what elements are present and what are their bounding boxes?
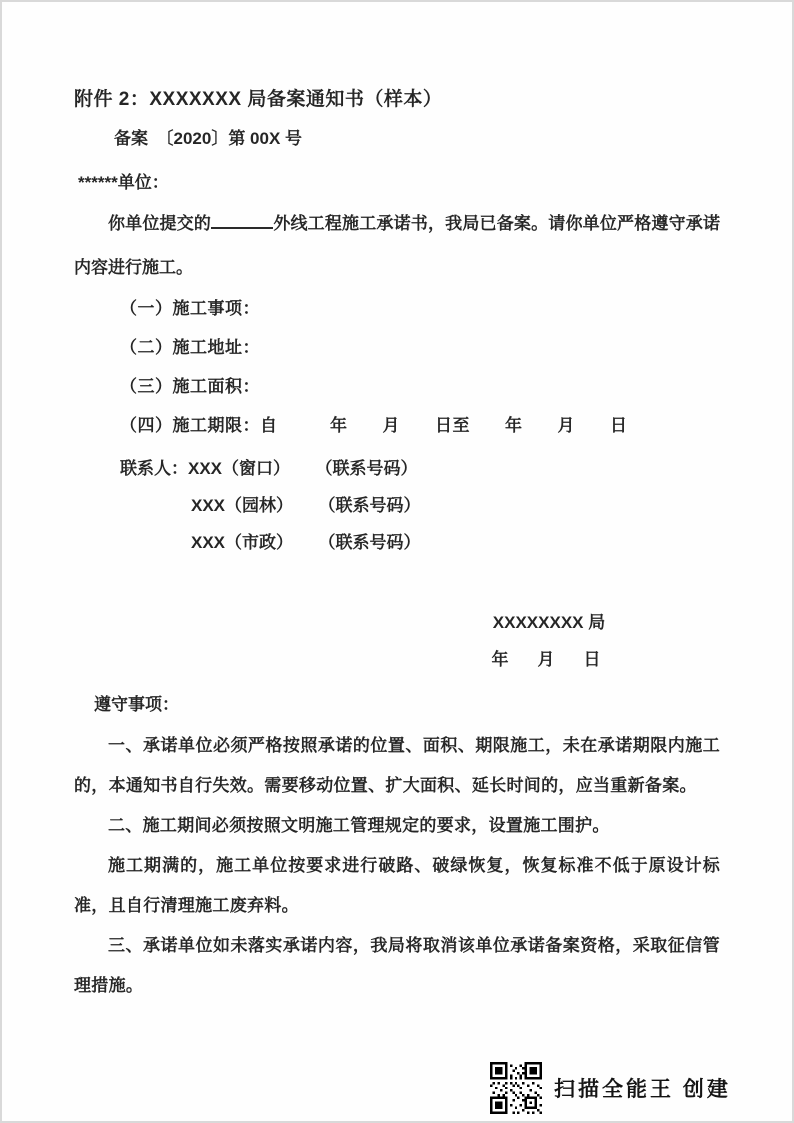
item-construction-address: （二）施工地址： [120,338,260,357]
item-construction-area: （三）施工面积： [120,377,260,396]
contact-phone: （联系号码） [327,533,421,552]
rule-paragraph-2: 二、施工期间必须按照文明施工管理规定的要求，设置施工围护。 [108,816,610,835]
rules-section [74,672,720,1006]
rules-heading: 遵守事项： [94,695,179,714]
rule-paragraph-3: 三、承诺单位如未落实承诺内容，我局将取消该单位承诺备案资格，采取征信管理措施。 [74,936,720,995]
construction-items-list [120,298,720,437]
addressee-line: ******单位： [78,173,169,192]
agency-name: XXXXXXXX 局 [492,613,606,632]
doc-number: 备案 〔2020〕第 00X 号 [114,129,303,148]
contact-phone: （联系号码） [324,459,418,478]
contact-row-garden [120,495,720,517]
contacts-list [120,458,720,554]
item-construction-period: （四）施工期限：自 年 月 日至 年 月 日 [120,416,628,435]
scanner-watermark [490,1062,731,1114]
signature-date-line: 年 月 日 [491,650,607,669]
qr-code-icon [490,1062,542,1114]
rule-paragraph-1: 一、承诺单位必须严格按照承诺的位置、面积、期限施工，未在承诺期限内施工的，本通知书自行失效。需要移动位置、扩大面积、延长时间的，应当重新备案。 [74,736,720,795]
contact-name: XXX（窗口） [188,459,291,478]
intro-text-after: 外线工程施工承诺书，我局已备案。请你单位严格遵守承诺内容进行施工。 [74,214,720,277]
contact-name: XXX（市政） [191,533,294,552]
contact-phone: （联系号码） [327,496,421,515]
blank-underline [211,214,273,229]
page-title: 附件 2：XXXXXXX 局备案通知书（样本） [74,89,443,110]
watermark-text: 扫描全能王 创建 [554,1078,731,1101]
contact-row-window [120,458,720,480]
intro-text-before: 你单位提交的 [108,214,212,233]
rule-paragraph-2-continuation: 施工期满的，施工单位按要求进行破路、破绿恢复，恢复标准不低于原设计标准，且自行清理施工废弃料。 [74,856,720,915]
contact-row-municipal [120,532,720,554]
contact-label: 联系人： [120,459,188,478]
signature-block [454,611,644,672]
intro-paragraph [74,202,720,290]
contact-name: XXX（园林） [191,496,294,515]
item-construction-matter: （一）施工事项： [120,299,260,318]
